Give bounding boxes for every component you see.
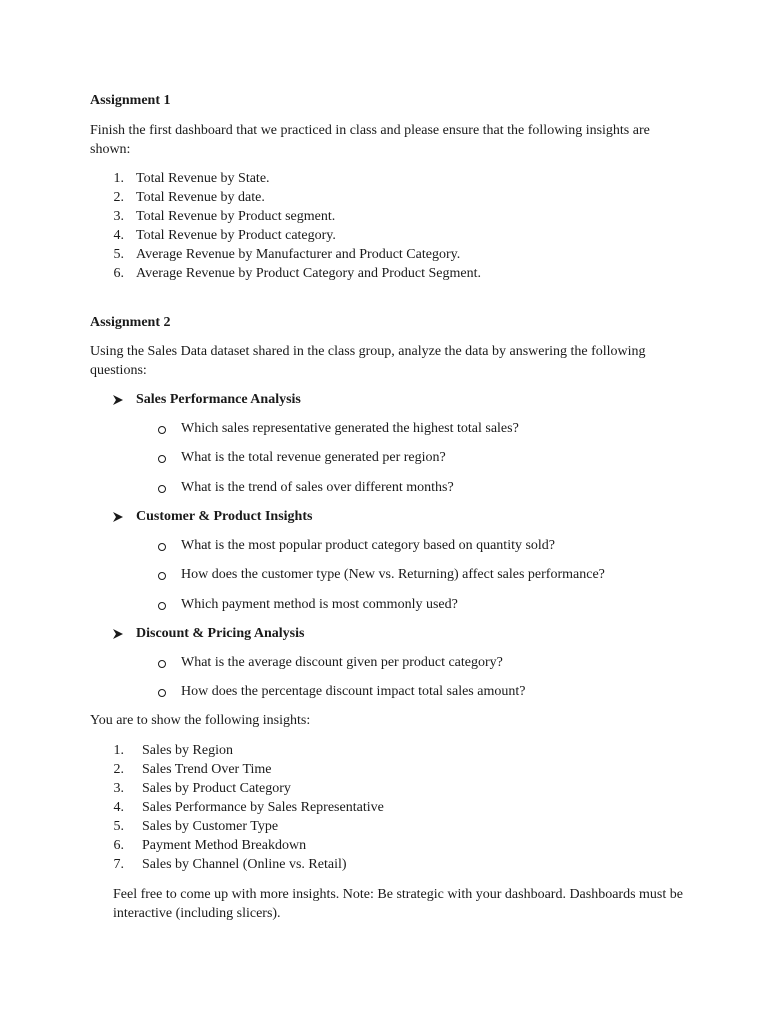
closing-note-cont: interactive (including slicers). <box>113 906 281 921</box>
list-number: 3. <box>113 781 124 796</box>
list-number: 6. <box>113 266 124 281</box>
list-item: Average Revenue by Product Category and Product Segment. <box>136 266 481 281</box>
section-title-customer-product: Customer & Product Insights <box>136 509 313 524</box>
assignment-2-intro: Using the Sales Data dataset shared in the class group, analyze the data by answering the following <box>90 344 646 359</box>
circle-bullet-icon <box>158 572 166 580</box>
assignment-2-heading: Assignment 2 <box>90 315 171 330</box>
question-item: Which payment method is most commonly used? <box>181 597 458 612</box>
list-number: 4. <box>113 228 124 243</box>
assignment-2-intro-cont: questions: <box>90 363 147 378</box>
question-item: How does the customer type (New vs. Returning) affect sales performance? <box>181 567 605 582</box>
question-item: Which sales representative generated the highest total sales? <box>181 421 519 436</box>
list-number: 7. <box>113 857 124 872</box>
question-item: What is the trend of sales over different months? <box>181 480 454 495</box>
list-item: Total Revenue by date. <box>136 190 265 205</box>
list-number: 5. <box>113 247 124 262</box>
section-title-discount-pricing: Discount & Pricing Analysis <box>136 626 305 641</box>
list-item: Total Revenue by Product category. <box>136 228 336 243</box>
list-item: Sales by Channel (Online vs. Retail) <box>142 857 347 872</box>
assignment-1-intro: Finish the first dashboard that we practiced in class and please ensure that the following insights are <box>90 123 650 138</box>
assignment-1-intro-cont: shown: <box>90 142 131 157</box>
arrowhead-bullet-icon <box>112 511 124 523</box>
list-item: Sales by Product Category <box>142 781 291 796</box>
arrowhead-bullet-icon <box>112 628 124 640</box>
closing-note: Feel free to come up with more insights. Note: Be strategic with your dashboard. Dashboards must be <box>113 887 683 902</box>
list-item: Average Revenue by Manufacturer and Product Category. <box>136 247 461 262</box>
circle-bullet-icon <box>158 543 166 551</box>
list-number: 4. <box>113 800 124 815</box>
circle-bullet-icon <box>158 689 166 697</box>
list-item: Total Revenue by State. <box>136 171 270 186</box>
list-item: Sales by Customer Type <box>142 819 279 834</box>
question-item: What is the most popular product category based on quantity sold? <box>181 538 556 553</box>
question-item: What is the average discount given per product category? <box>181 655 503 670</box>
insights-intro: You are to show the following insights: <box>90 713 311 728</box>
list-number: 5. <box>113 819 124 834</box>
list-item: Payment Method Breakdown <box>142 838 307 853</box>
list-number: 2. <box>113 190 124 205</box>
list-item: Sales by Region <box>142 743 233 758</box>
list-number: 1. <box>113 171 124 186</box>
circle-bullet-icon <box>158 660 166 668</box>
list-item: Total Revenue by Product segment. <box>136 209 336 224</box>
assignment-1-heading: Assignment 1 <box>90 93 171 108</box>
arrowhead-bullet-icon <box>112 394 124 406</box>
list-number: 6. <box>113 838 124 853</box>
question-item: How does the percentage discount impact total sales amount? <box>181 684 526 699</box>
list-number: 2. <box>113 762 124 777</box>
circle-bullet-icon <box>158 602 166 610</box>
question-item: What is the total revenue generated per region? <box>181 450 446 465</box>
list-number: 3. <box>113 209 124 224</box>
circle-bullet-icon <box>158 485 166 493</box>
circle-bullet-icon <box>158 455 166 463</box>
circle-bullet-icon <box>158 426 166 434</box>
list-item: Sales Trend Over Time <box>142 762 272 777</box>
list-item: Sales Performance by Sales Representative <box>142 800 384 815</box>
section-title-sales-performance: Sales Performance Analysis <box>136 392 301 407</box>
list-number: 1. <box>113 743 124 758</box>
